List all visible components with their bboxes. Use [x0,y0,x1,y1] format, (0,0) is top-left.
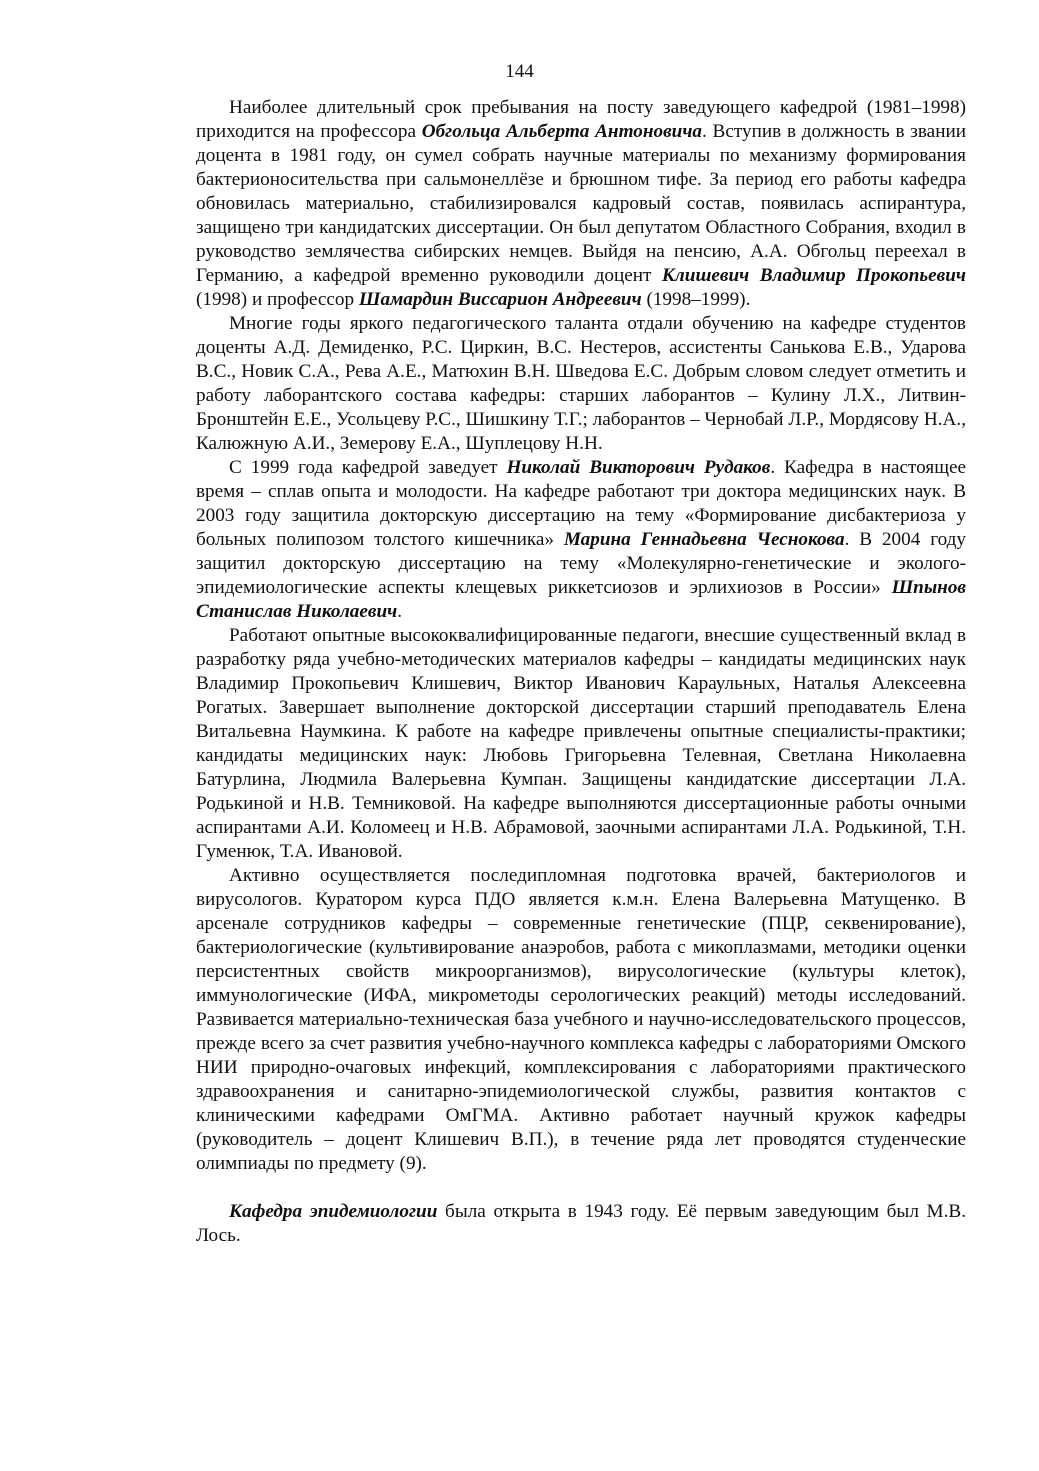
paragraph [196,864,966,1176]
paragraph-text: Наиболее длительный срок пребывания на посту заведующего кафедрой (1981–1998) приходится на профессора [196,97,966,142]
paragraph-text: (1998–1999). [641,289,751,310]
paragraph-text: (1998) и профессор [196,289,359,310]
emphasized-name: Клишевич Владимир Прокопьевич [661,265,966,286]
paragraph-text: . В 2004 году защитил докторскую диссертацию на тему «Молекулярно-генетические и эколого-эпидемиологические аспекты клещевых риккетсиозов и эрлихиозов в России» [196,529,966,598]
paragraph [196,96,966,312]
paragraph-text: . Кафедра в настоящее время – сплав опыта и молодости. На кафедре работают три доктора медицинских наук. В 2003 году защитила докторскую диссертацию на тему «Формирование дисбактериоза у больных полипозом толстого кишечника» [196,457,967,550]
emphasized-name: Кафедра эпидемиологии [229,1201,438,1222]
emphasized-name: Шамардин Виссарион Андреевич [358,289,642,310]
emphasized-name: Обгольца Альберта Антоновича [421,121,702,142]
paragraph [196,456,966,624]
paragraph-text: была открыта в 1943 году. Её первым заведующим был М.В. Лось. [196,1201,966,1246]
emphasized-name: Шпынов Станислав Николаевич [196,577,966,622]
paragraph-text: Многие годы яркого педагогического таланта отдали обучению на кафедре студентов доценты А.Д. Демиденко, Р.С. Циркин, В.С. Нестеров, ассистенты Санькова Е.В., Ударова В.С., Новик С.А., Рева А.Е., Матюхин В.Н. Шведова Е.С. Добрым словом следует отметить и работу лаборантского состава кафедры: старших лаборантов – Кулину Л.Х., Литвин-Бронштейн Е.Е., Усольцеву Р.С., Шишкину Т.Г.; лаборантов – Чернобай Л.Р., Мордясову Н.А., Калюжную А.И., Земерову Е.А., Шуплецову Н.Н. [196,313,966,454]
emphasized-name: Николай Викторович Рудаков [506,457,771,478]
paragraph [196,312,966,456]
paragraph-text: . [397,601,403,622]
paragraph [196,1200,966,1248]
page-body [196,96,966,1248]
paragraph-text: Работают опытные высококвалифицированные педагоги, внесшие существенный вклад в разработку ряда учебно-методических материалов кафедры – кандидаты медицинских наук Владимир Прокопьевич Клишевич, Виктор Иванович Караульных, Наталья Алексеевна Рогатых. Завершает выполнение докторской диссертации старший преподаватель Елена Витальевна Наумкина. К работе на кафедре привлечены опытные специалисты-практики; кандидаты медицинских наук: Любовь Григорьевна Телевная, Светлана Николаевна Батурлина, Людмила Валерьевна Кумпан. Защищены кандидатские диссертации Л.А. Родькиной и Н.В. Темниковой. На кафедре выполняются диссертационные работы очными аспирантами А.И. Коломеец и Н.В. Абрамовой, заочными аспирантами Л.А. Родькиной, Т.Н. Гуменюк, Т.А. Ивановой. [196,625,966,862]
paragraph-text: Активно осуществляется последипломная подготовка врачей, бактериологов и вирусологов. Куратором курса ПДО является к.м.н. Елена Валерьевна Матущенко. В арсенале сотрудников кафедры – современные генетические (ПЦР, секвенирование), бактериологические (культивирование анаэробов, работа с микоплазмами, методики оценки персистентных свойств микроорганизмов), вирусологические (культуры клеток), иммунологические (ИФА, микрометоды серологических реакций) методы исследований. Развивается материально-техническая база учебного и научно-исследовательского процессов, прежде всего за счет развития учебно-научного комплекса кафедры с лабораториями Омского НИИ природно-очаговых инфекций, комплексирования с лабораториями практического здравоохранения и санитарно-эпидемиологической службы, развития контактов с клиническими кафедрами ОмГМА. Активно работает научный кружок кафедры (руководитель – доцент Клишевич В.П.), в течение ряда лет проводятся студенческие олимпиады по предмету (9). [196,865,966,1174]
emphasized-name: Марина Геннадьевна Чеснокова [563,529,845,550]
paragraph-text: С 1999 года кафедрой заведует [229,457,507,478]
page-number: 144 [505,61,534,82]
paragraph-text: . Вступив в должность в звании доцента в 1981 году, он сумел собрать научные материалы по механизму формирования бактерионосительства при сальмонеллёзе и брюшном тифе. За период его работы кафедра обновилась материально, стабилизировался кадровый состав, появилась аспирантура, защищено три кандидатских диссертации. Он был депутатом Областного Собрания, входил в руководство землячества сибирских немцев. Выйдя на пенсию, А.А. Обгольц переехал в Германию, а кафедрой временно руководили доцент [196,121,966,286]
paragraph [196,624,966,864]
